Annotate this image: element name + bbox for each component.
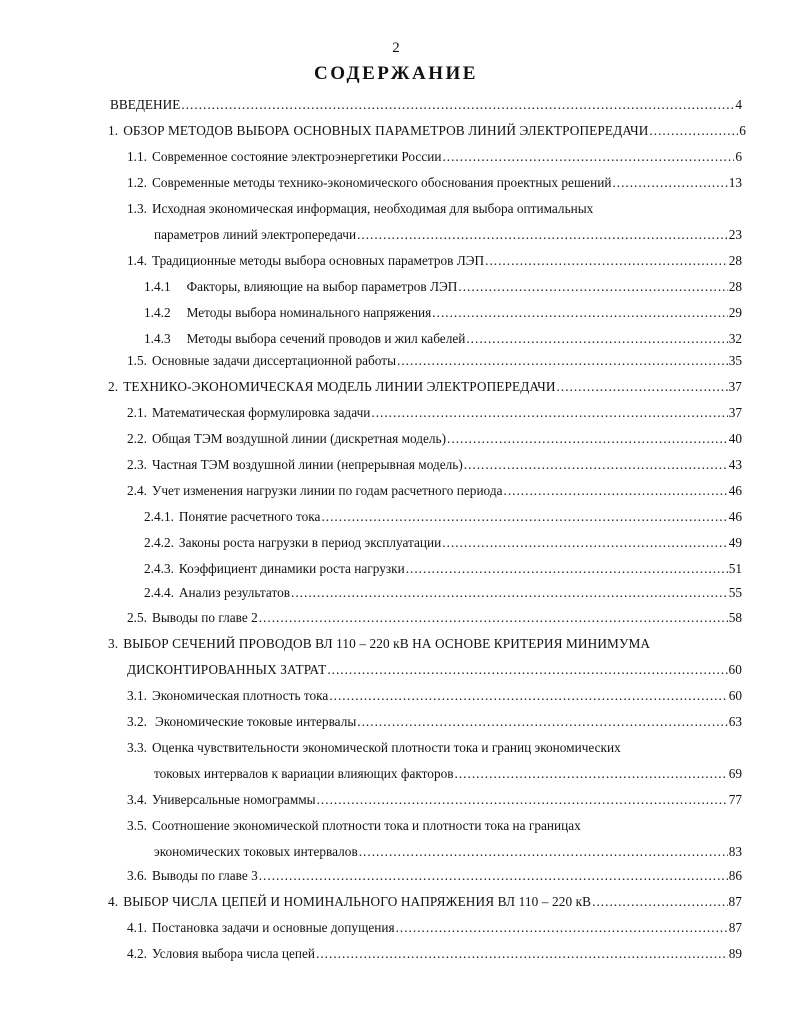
toc-entry-number: 1.4.2 <box>144 305 171 320</box>
toc-entry-page: 28 <box>728 253 742 268</box>
toc-entry-page: 60 <box>728 688 742 703</box>
toc-entry-number: 2.4.1. <box>144 509 174 524</box>
toc-entry-number: 2.3. <box>127 457 147 472</box>
toc-entry-number: 3.3. <box>127 740 147 755</box>
toc-leader <box>329 686 727 706</box>
toc-leader <box>317 790 728 810</box>
toc-entry-number: 3.4. <box>127 792 147 807</box>
toc-leader <box>649 121 738 141</box>
toc-leader <box>396 918 728 938</box>
toc-entry-page: 6 <box>735 149 742 164</box>
toc-entry-number: 2.1. <box>127 405 147 420</box>
toc-entry-title: Анализ результатов <box>178 585 291 600</box>
toc-leader <box>592 892 727 912</box>
toc-leader <box>458 277 727 297</box>
toc-entry-title: Общая ТЭМ воздушной линии (дискретная модель) <box>151 431 447 446</box>
toc-entry-number: 2. <box>108 379 119 394</box>
toc-entry-number: 3.6. <box>127 868 147 883</box>
toc-entry-title-continued: ДИСКОНТИРОВАННЫХ ЗАТРАТ <box>127 662 327 677</box>
toc-leader <box>327 660 727 680</box>
toc-entry-number: 2.4.4. <box>144 585 174 600</box>
toc-entry-number: 2.2. <box>127 431 147 446</box>
toc-entry-title: Выводы по главе 3 <box>151 868 258 883</box>
toc-entry-number: 3.1. <box>127 688 147 703</box>
toc-entry-title-continued: экономических токовых интервалов <box>154 844 358 859</box>
toc-entry-page: 55 <box>728 585 742 600</box>
toc-entry-page: 46 <box>728 483 742 498</box>
toc-leader <box>466 329 727 349</box>
toc-entry-title: Соотношение экономической плотности тока и плотности тока на границах <box>151 818 581 833</box>
toc-leader <box>181 95 734 115</box>
toc-entry-page: 29 <box>728 305 742 320</box>
toc-entry-title-continued: параметров линий электропередачи <box>154 227 357 242</box>
toc-entry-title: Методы выбора сечений проводов и жил кабелей <box>186 331 466 346</box>
toc-entry-page: 43 <box>728 457 742 472</box>
toc-entry-title: Исходная экономическая информация, необходимая для выбора оптимальных <box>151 201 594 216</box>
toc-entry-number: 1.4. <box>127 253 147 268</box>
toc-entry-title: Коэффициент динамики роста нагрузки <box>178 561 405 576</box>
toc-entry-title: Учет изменения нагрузки линии по годам расчетного периода <box>151 483 503 498</box>
toc-entry-page: 69 <box>728 766 742 781</box>
toc-entry-title: Частная ТЭМ воздушной линии (непрерывная модель) <box>151 457 463 472</box>
toc-leader <box>464 455 728 475</box>
toc-leader <box>447 429 728 449</box>
toc-entry-title: Математическая формулировка задачи <box>151 405 371 420</box>
toc-entry-number: 4. <box>108 894 119 909</box>
toc-entry-number: 1.3. <box>127 201 147 216</box>
toc-entry-title: ОБЗОР МЕТОДОВ ВЫБОРА ОСНОВНЫХ ПАРАМЕТРОВ ЛИНИЙ ЭЛЕКТРОПЕРЕДАЧИ <box>123 123 649 138</box>
toc-leader <box>406 559 728 579</box>
toc-entry-title: Методы выбора номинального напряжения <box>186 305 432 320</box>
toc-entry-number: 2.4.3. <box>144 561 174 576</box>
toc-entry-title: Факторы, влияющие на выбор параметров ЛЭП <box>186 279 458 294</box>
toc-leader <box>455 764 728 784</box>
toc-entry-page: 13 <box>728 175 742 190</box>
toc-entry-title: Традиционные методы выбора основных параметров ЛЭП <box>151 253 485 268</box>
toc-entry-title: Оценка чувствительности экономической плотности тока и границ экономических <box>151 740 621 755</box>
toc-entry-page: 32 <box>728 331 742 346</box>
toc-entry-page: 23 <box>728 227 742 242</box>
toc-leader <box>397 351 728 371</box>
toc-entry-number: 1. <box>108 123 119 138</box>
toc-leader <box>321 507 727 527</box>
toc-leader <box>357 712 727 732</box>
toc-leader <box>557 377 728 397</box>
toc-entry-title: Условия выбора числа цепей <box>151 946 316 961</box>
page-title: СОДЕРЖАНИЕ <box>314 63 478 84</box>
page-number: 2 <box>392 40 400 56</box>
toc-entry-page: 77 <box>728 792 742 807</box>
toc-leader <box>357 225 728 245</box>
toc-entry-page: 63 <box>728 714 742 729</box>
toc-entry-title: ВЫБОР ЧИСЛА ЦЕПЕЙ И НОМИНАЛЬНОГО НАПРЯЖЕНИЯ ВЛ 110 – 220 кВ <box>123 894 592 909</box>
toc-entry-title: Понятие расчетного тока <box>178 509 321 524</box>
toc-entry-page: 28 <box>728 279 742 294</box>
toc-entry-page: 89 <box>728 946 742 961</box>
toc-entry-page: 58 <box>728 610 742 625</box>
toc-leader <box>259 866 728 886</box>
toc-entry-number: 3.2. <box>127 714 147 729</box>
toc-entry-number: 1.1. <box>127 149 147 164</box>
toc-entry-number: 4.1. <box>127 920 147 935</box>
toc-entry-number: 1.5. <box>127 353 147 368</box>
toc-leader <box>442 533 727 553</box>
toc-entry-number: 1.4.3 <box>144 331 171 346</box>
toc-leader <box>371 403 727 423</box>
toc-entry-page: 87 <box>728 920 742 935</box>
toc-entry-page: 86 <box>728 868 742 883</box>
toc-entry-number: 1.4.1 <box>144 279 171 294</box>
toc-entry-page: 87 <box>728 894 742 909</box>
toc-entry-number: 2.5. <box>127 610 147 625</box>
toc-entry-page: 49 <box>728 535 742 550</box>
toc-entry-title: ВЫБОР СЕЧЕНИЙ ПРОВОДОВ ВЛ 110 – 220 кВ НА ОСНОВЕ КРИТЕРИЯ МИНИМУМА <box>123 636 651 651</box>
toc-entry-title: ВВЕДЕНИЕ <box>110 97 181 112</box>
toc-entry-page: 37 <box>728 405 742 420</box>
toc-leader <box>316 944 728 964</box>
toc-entry-title: Законы роста нагрузки в период эксплуатации <box>178 535 442 550</box>
toc-entry-page: 37 <box>728 379 742 394</box>
toc-entry-number: 2.4. <box>127 483 147 498</box>
toc-leader <box>485 251 728 271</box>
toc-leader <box>291 583 728 603</box>
toc-leader <box>504 481 728 501</box>
toc-leader <box>432 303 727 323</box>
toc-entry-page: 83 <box>728 844 742 859</box>
toc-entry-page: 6 <box>739 123 746 138</box>
toc-entry-title: Выводы по главе 2 <box>151 610 258 625</box>
toc-entry-title: Современные методы технико-экономического обоснования проектных решений <box>151 175 612 190</box>
toc-entry-title: Постановка задачи и основные допущения <box>151 920 395 935</box>
toc-entry-page: 60 <box>728 662 742 677</box>
toc-leader <box>612 173 727 193</box>
toc-entry-number: 2.4.2. <box>144 535 174 550</box>
toc-entry-title: Универсальные номограммы <box>151 792 316 807</box>
toc-leader <box>442 147 734 167</box>
toc-entry-title: Экономическая плотность тока <box>151 688 329 703</box>
toc-entry-number: 3. <box>108 636 119 651</box>
toc-entry-title: Экономические токовые интервалы <box>154 714 357 729</box>
toc-leader <box>259 608 728 628</box>
toc-entry-page: 51 <box>728 561 742 576</box>
toc-entry-title: Основные задачи диссертационной работы <box>151 353 397 368</box>
toc-entry-title-continued: токовых интервалов к вариации влияющих факторов <box>154 766 454 781</box>
toc-entry-page: 40 <box>728 431 742 446</box>
toc-entry-number: 1.2. <box>127 175 147 190</box>
toc-entry-page: 46 <box>728 509 742 524</box>
toc-entry-title: ТЕХНИКО-ЭКОНОМИЧЕСКАЯ МОДЕЛЬ ЛИНИИ ЭЛЕКТРОПЕРЕДАЧИ <box>123 379 556 394</box>
toc-leader <box>359 842 728 862</box>
toc-entry-number: 3.5. <box>127 818 147 833</box>
toc-entry-title: Современное состояние электроэнергетики России <box>151 149 442 164</box>
toc-entry-page: 4 <box>735 97 742 112</box>
toc-entry-number: 4.2. <box>127 946 147 961</box>
toc-entry-page: 35 <box>728 353 742 368</box>
